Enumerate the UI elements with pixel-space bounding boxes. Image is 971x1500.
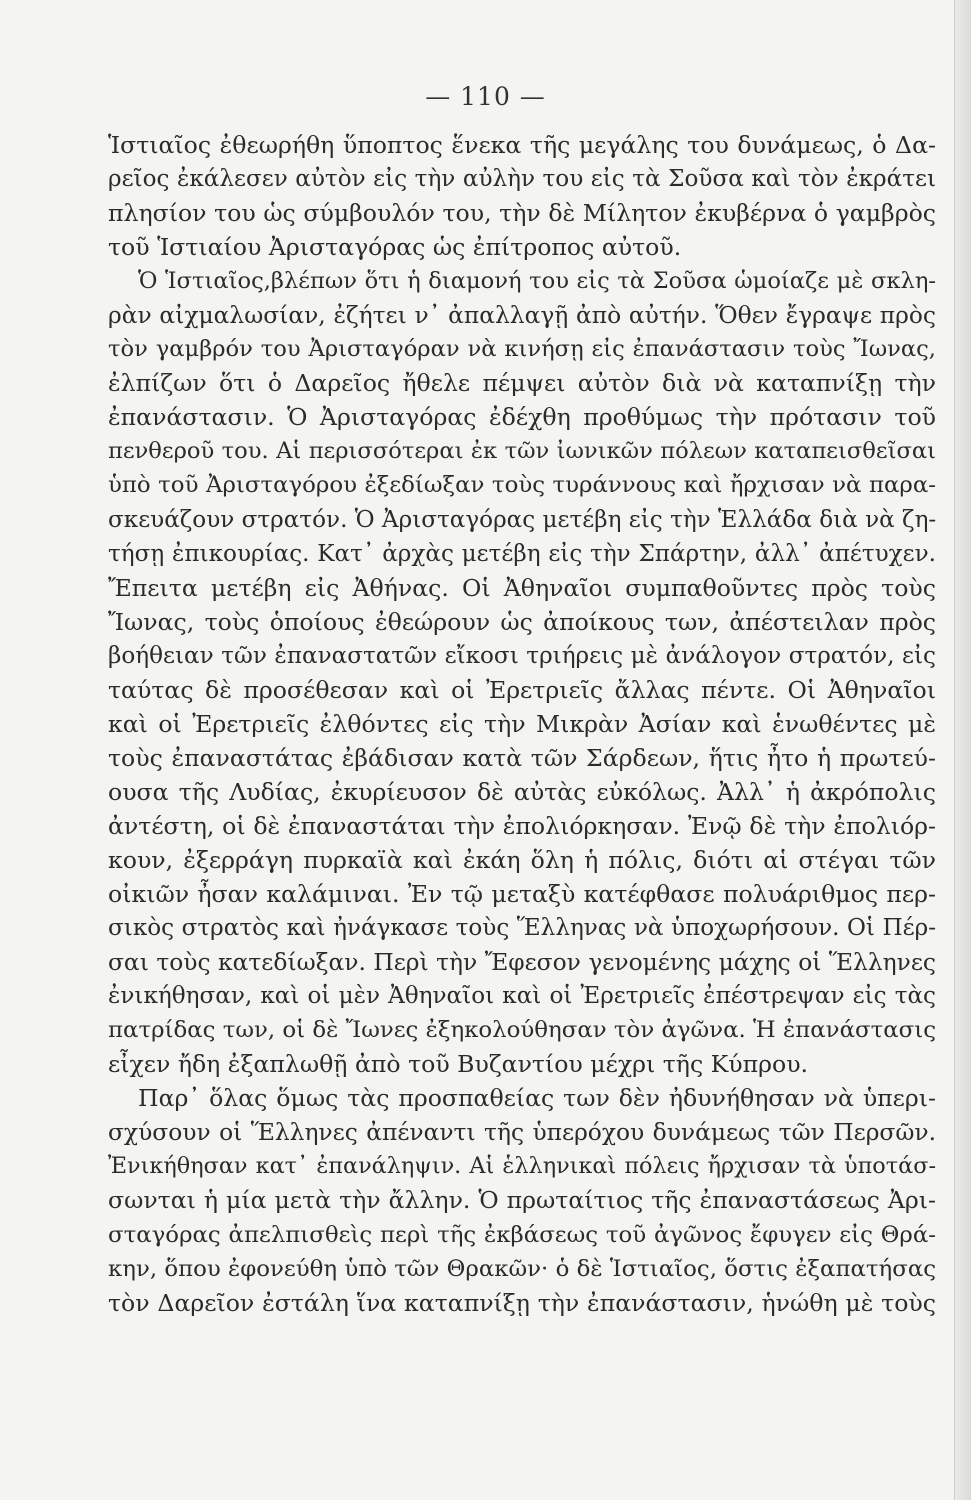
text-line: ὑπὸ τοῦ Ἀρισταγόρου ἐξεδίωξαν τοὺς τυράννους καὶ ἤρχισαν νὰ παρα- <box>108 472 936 499</box>
text-line: ταύτας δὲ προσέθεσαν καὶ οἱ Ἐρετριεῖς ἄλλας πέντε. Οἱ Ἀθηναῖοι <box>108 675 936 704</box>
text-line: Ἱστιαῖος ἐθεωρήθη ὕποπτος ἕνεκα τῆς μεγάλης του δυνάμεως, ὁ Δα- <box>108 131 936 159</box>
text-line: τὸν Δαρεῖον ἐστάλη ἵνα καταπνίξῃ τὴν ἐπανάστασιν, ἡνώθη μὲ τοὺς <box>108 1288 936 1317</box>
text-line: Ἐνικήθησαν κατ᾿ ἐπανάληψιν. Αἱ ἑλληνικαὶ πόλεις ἤρχισαν τὰ ὑποτάσ- <box>108 1153 936 1180</box>
text-line: πενθεροῦ του. Αἱ περισσότεραι ἐκ τῶν ἰωνικῶν πόλεων καταπεισθεῖσαι <box>108 438 936 465</box>
text-line: Ἔπειτα μετέβη εἰς Ἀθήνας. Οἱ Ἀθηναῖοι συμπαθοῦντες πρὸς τοὺς <box>108 573 936 602</box>
page-number: — 110 — <box>425 82 546 111</box>
text-line: σωνται ἡ μία μετὰ τὴν ἄλλην. Ὁ πρωταίτιος τῆς ἐπαναστάσεως Ἀρι- <box>108 1186 936 1215</box>
text-line: Ὁ Ἱστιαῖος,βλέπων ὅτι ἡ διαμονή του εἰς τὰ Σοῦσα ὡμοίαζε μὲ σκλη- <box>138 268 936 295</box>
text-line: ρεῖος ἐκάλεσεν αὐτὸν εἰς τὴν αὐλὴν του εἰς τὰ Σοῦσα καὶ τὸν ἐκράτει <box>108 166 936 193</box>
text-line: τοὺς ἐπαναστάτας ἐβάδισαν κατὰ τῶν Σάρδεων, ἥτις ἦτο ἡ πρωτεύ- <box>108 743 936 772</box>
text-line: σκευάζουν στρατόν. Ὁ Ἀρισταγόρας μετέβη εἰς τὴν Ἑλλάδα διὰ νὰ ζη- <box>108 506 937 533</box>
text-line: τὸν γαμβρόν του Ἀρισταγόραν νὰ κινήσῃ εἰς ἐπανάστασιν τοὺς Ἴωνας, <box>108 336 936 363</box>
text-line: ἐνικήθησαν, καὶ οἱ μὲν Ἀθηναῖοι καὶ οἱ Ἐρετριεῖς ἐπέστρεψαν εἰς τὰς <box>108 983 936 1010</box>
text-line: πατρίδας των, οἱ δὲ Ἴωνες ἐξηκολούθησαν τὸν ἀγῶνα. Ἡ ἐπανάστασις <box>108 1017 936 1044</box>
text-line: ἐπανάστασιν. Ὁ Ἀρισταγόρας ἐδέχθη προθύμως τὴν πρότασιν τοῦ <box>108 403 936 432</box>
body-text <box>108 128 936 1320</box>
paragraph-1 <box>108 128 936 264</box>
text-line: ρὰν αἰχμαλωσίαν, ἐζήτει ν᾿ ἀπαλλαγῇ ἀπὸ αὐτήν. Ὅθεν ἔγραψε πρὸς <box>108 301 936 330</box>
text-line: ἐλπίζων ὅτι ὁ Δαρεῖος ἤθελε πέμψει αὐτὸν διὰ νὰ καταπνίξῃ τὴν <box>108 369 936 398</box>
text-line: βοήθειαν τῶν ἐπαναστατῶν εἴκοσι τριήρεις μὲ ἀνάλογον στρατόν, εἰς <box>108 642 936 669</box>
text-line: τήσῃ ἐπικουρίας. Κατ᾿ ἀρχὰς μετέβη εἰς τὴν Σπάρτην, ἀλλ᾿ ἀπέτυχεν. <box>108 540 936 567</box>
text-line: τοῦ Ἱστιαίου Ἀρισταγόρας ὡς ἐπίτροπος αὐτοῦ. <box>108 233 682 262</box>
text-line: κουν, ἐξερράγη πυρκαϊὰ καὶ ἐκάη ὅλη ἡ πόλις, διότι αἱ στέγαι τῶν <box>108 845 936 874</box>
text-line: ουσα τῆς Λυδίας, ἐκυρίευσον δὲ αὐτὰς εὐκόλως. Ἀλλ᾿ ἡ ἀκρόπολις <box>108 777 936 806</box>
text-line: καὶ οἱ Ἐρετριεῖς ἐλθόντες εἰς τὴν Μικρὰν Ἀσίαν καὶ ἑνωθέντες μὲ <box>108 709 936 738</box>
text-line: σταγόρας ἀπελπισθεὶς περὶ τῆς ἐκβάσεως τοῦ ἀγῶνος ἔφυγεν εἰς Θρά- <box>108 1221 936 1248</box>
paragraph-3 <box>108 1081 936 1319</box>
text-line: σικὸς στρατὸς καὶ ἠνάγκασε τοὺς Ἕλληνας νὰ ὑποχωρήσουν. Οἱ Πέρ- <box>108 915 936 942</box>
page-edge <box>954 0 971 1500</box>
text-line: Ἴωνας, τοὺς ὁποίους ἐθεώρουν ὡς ἀποίκους των, ἀπέστειλαν πρὸς <box>108 607 936 636</box>
text-line: ἀντέστη, οἱ δὲ ἐπαναστάται τὴν ἐπολιόρκησαν. Ἐνῷ δὲ τὴν ἐπολιόρ- <box>108 811 936 840</box>
paragraph-2 <box>108 264 936 1081</box>
text-line: εἶχεν ἤδη ἐξαπλωθῇ ἀπὸ τοῦ Βυζαντίου μέχρι τῆς Κύπρου. <box>108 1050 809 1079</box>
text-line: κην, ὅπου ἐφονεύθη ὑπὸ τῶν Θρακῶν· ὁ δὲ Ἱστιαῖος, ὅστις ἐξαπατήσας <box>108 1255 937 1282</box>
text-line: σαι τοὺς κατεδίωξαν. Περὶ τὴν Ἔφεσον γενομένης μάχης οἱ Ἕλληνες <box>108 948 936 977</box>
text-line: σχύσουν οἱ Ἕλληνες ἀπέναντι τῆς ὑπερόχου δυνάμεως τῶν Περσῶν. <box>108 1118 936 1147</box>
text-line: πλησίον του ὡς σύμβουλόν του, τὴν δὲ Μίλητον ἐκυβέρνα ὁ γαμβρὸς <box>108 199 936 228</box>
text-line: οἰκιῶν ἦσαν καλάμιναι. Ἐν τῷ μεταξὺ κατέφθασε πολυάριθμος περ- <box>108 880 936 909</box>
text-line: Παρ᾿ ὅλας ὅμως τὰς προσπαθείας των δὲν ἠδυνήθησαν νὰ ὑπερι- <box>138 1084 936 1113</box>
